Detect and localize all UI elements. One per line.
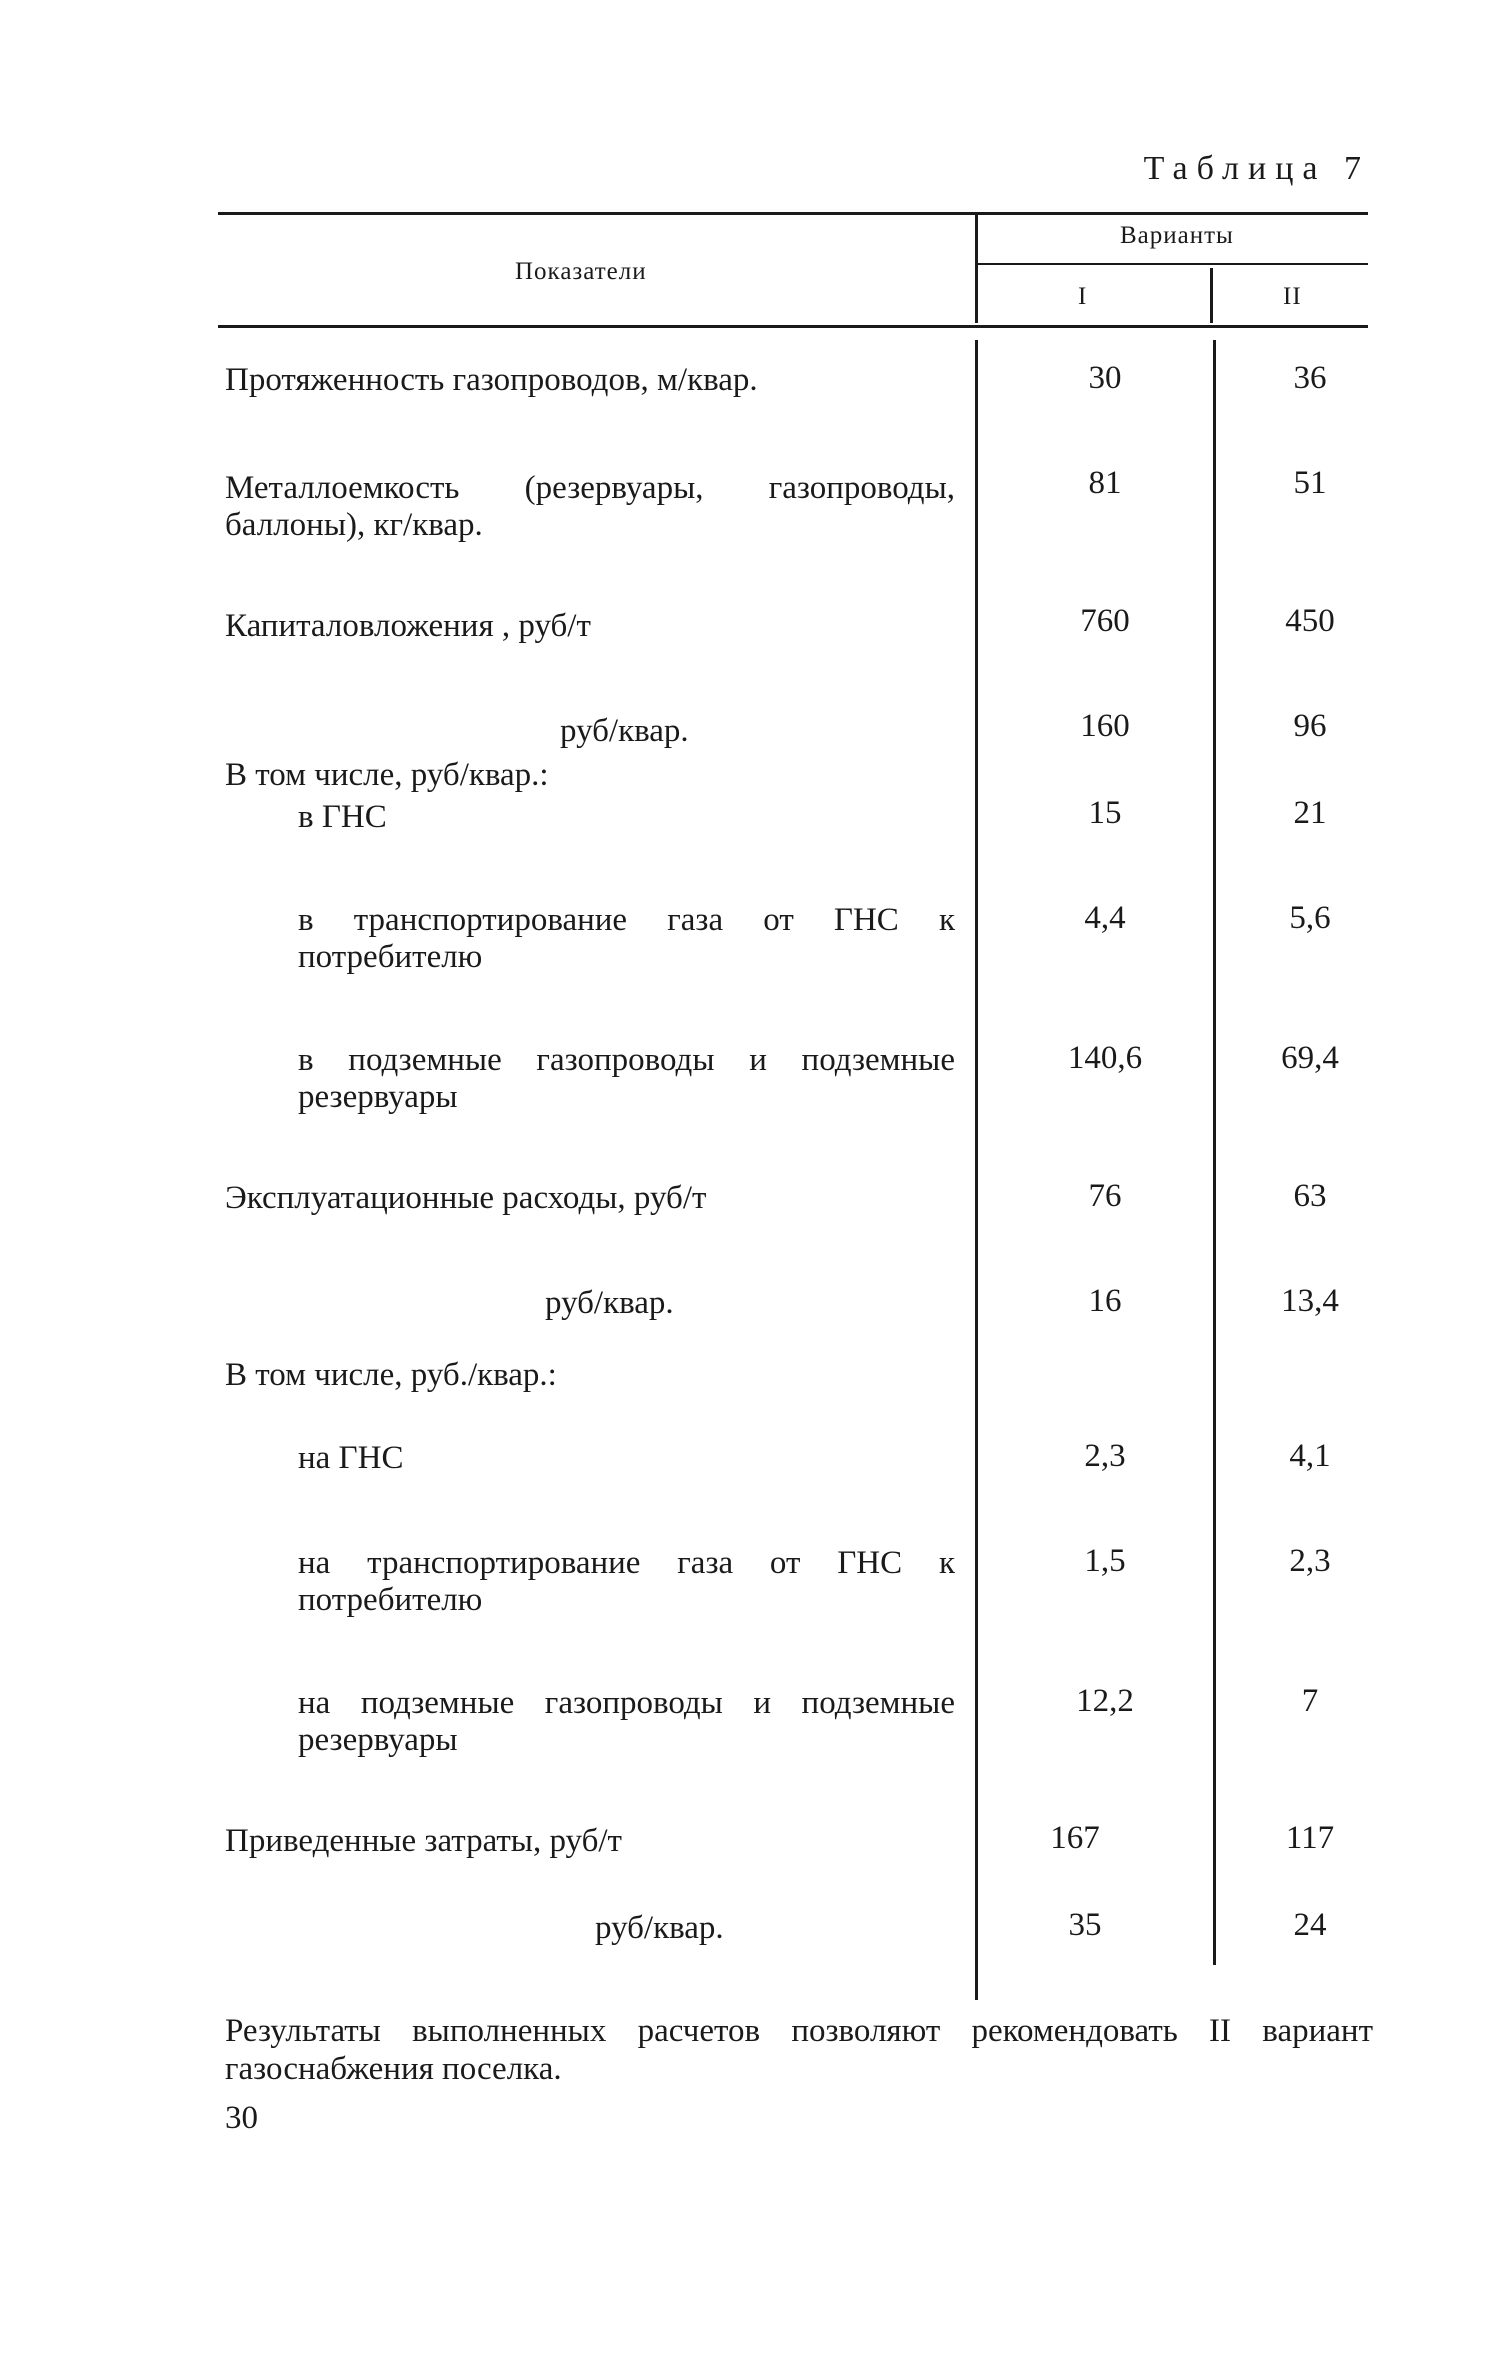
- cell-variant-1: 76: [1088, 1178, 1122, 1214]
- cell-variant-1: 4,4: [1084, 900, 1126, 936]
- cell-variant-2: 51: [1293, 465, 1327, 501]
- cell-variant-2: 5,6: [1289, 900, 1331, 936]
- cell-variant-2: 2,3: [1289, 1543, 1331, 1579]
- page-number: 30: [225, 2100, 258, 2136]
- header-divider-left: [975, 215, 978, 323]
- cell-variant-1: 2,3: [1084, 1438, 1126, 1474]
- cell-variant-2: 69,4: [1281, 1040, 1339, 1076]
- cell-variant-2: 13,4: [1281, 1283, 1339, 1319]
- row-label: в ГНС: [298, 799, 387, 835]
- cell-variant-1: 167: [1050, 1820, 1100, 1856]
- variants-rule: [977, 263, 1368, 265]
- cell-variant-1: 1,5: [1084, 1543, 1126, 1579]
- cell-variant-2: 96: [1293, 708, 1327, 744]
- cell-variant-2: 117: [1285, 1820, 1335, 1856]
- cell-variant-2: 4,1: [1289, 1438, 1331, 1474]
- cell-variant-1: 140,6: [1067, 1040, 1143, 1076]
- cell-variant-1: 160: [1080, 708, 1130, 744]
- cell-variant-1: 12,2: [1076, 1683, 1134, 1719]
- cell-variant-2: 36: [1293, 360, 1327, 396]
- cell-variant-1: 16: [1088, 1283, 1122, 1319]
- row-label: руб/квар.: [545, 1285, 674, 1321]
- body-divider-left: [975, 340, 978, 2000]
- row-label: Протяженность газопроводов, м/квар.: [225, 362, 758, 398]
- cell-variant-1: 35: [1068, 1907, 1102, 1943]
- cell-variant-1: 81: [1088, 465, 1122, 501]
- header-indicators: Показатели: [515, 258, 647, 285]
- row-label: В том числе, руб/квар.:: [225, 757, 549, 793]
- cell-variant-1: 30: [1088, 360, 1122, 396]
- row-label: на ГНС: [298, 1440, 404, 1476]
- cell-variant-2: 63: [1293, 1178, 1327, 1214]
- row-label: руб/квар.: [595, 1910, 724, 1946]
- cell-variant-2: 7: [1301, 1683, 1319, 1719]
- header-divider-mid: [1210, 268, 1213, 323]
- header-variants: Варианты: [1120, 222, 1234, 249]
- header-col-1: I: [1078, 283, 1088, 310]
- cell-variant-1: 15: [1088, 795, 1122, 831]
- conclusion-text: Результаты выполненных расчетов позволяют рекомендовать II вариант газоснабжения поселка.: [225, 2013, 1373, 2087]
- cell-variant-1: 760: [1080, 603, 1130, 639]
- row-label: Приведенные затраты, руб/т: [225, 1823, 622, 1859]
- row-label: В том числе, руб./квар.:: [225, 1357, 557, 1393]
- body-divider-mid: [1213, 340, 1216, 1965]
- cell-variant-2: 24: [1293, 1907, 1327, 1943]
- row-label: руб/квар.: [560, 713, 689, 749]
- row-label: в подземные газопроводы и подземные резервуары: [298, 1042, 955, 1115]
- row-label: на транспортирование газа от ГНС к потребителю: [298, 1545, 955, 1618]
- header-col-2: II: [1283, 283, 1302, 310]
- table-top-rule: [218, 212, 1368, 215]
- row-label: в транспортирование газа от ГНС к потребителю: [298, 902, 955, 975]
- row-label: Металлоемкость (резервуары, газопроводы, баллоны), кг/квар.: [225, 470, 955, 543]
- row-label: на подземные газопроводы и подземные резервуары: [298, 1685, 955, 1758]
- table-caption: Таблица 7: [1143, 150, 1370, 187]
- cell-variant-2: 21: [1293, 795, 1327, 831]
- row-label: Капиталовложения , руб/т: [225, 608, 591, 644]
- cell-variant-2: 450: [1285, 603, 1335, 639]
- header-bottom-rule: [218, 325, 1368, 328]
- row-label: Эксплуатационные расходы, руб/т: [225, 1180, 707, 1216]
